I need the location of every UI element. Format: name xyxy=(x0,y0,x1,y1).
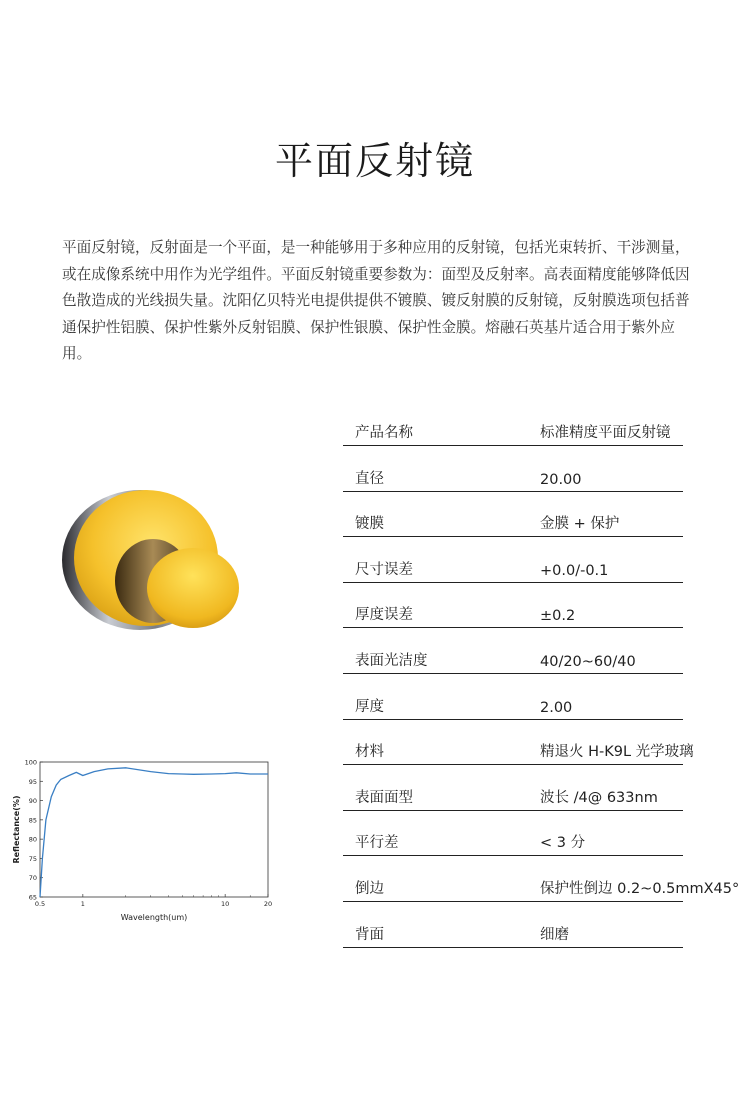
spec-value: 标准精度平面反射镜 xyxy=(540,425,671,441)
gold-plane-mirrors-image xyxy=(58,488,248,633)
spec-row xyxy=(343,421,683,446)
y-tick-label: 85 xyxy=(28,816,37,825)
spec-value: 2.00 xyxy=(540,699,573,716)
y-tick-label: 100 xyxy=(24,758,37,767)
spec-label: 材料 xyxy=(355,744,384,761)
intro-paragraph: 平面反射镜，反射面是一个平面，是一种能够用于多种应用的反射镜，包括光束转折、干涉测量，或在成像系统中用作为光学组件。平面反射镜重要参数为：面型及反射率。高表面精度能够降低因色散造成的光线损失量。沈阳亿贝特光电提供提供不镀膜、镀反射膜的反射镜，反射膜选项包括普通保护性铝膜、保护性紫外反射铝膜、保护性银膜、保护性金膜。熔融石英基片适合用于紫外应用。 xyxy=(62,239,690,362)
page-title: 平面反射镜 xyxy=(274,139,475,183)
spec-label: 产品名称 xyxy=(355,425,413,441)
spec-value: 金膜 + 保护 xyxy=(540,516,620,533)
x-tick-label: 20 xyxy=(263,900,273,908)
plot-frame xyxy=(40,762,268,897)
spec-row xyxy=(343,446,683,492)
spec-label: 表面光洁度 xyxy=(355,652,428,669)
spec-label: 镀膜 xyxy=(355,516,384,533)
spec-value: 波长 /4@ 633nm xyxy=(540,789,658,806)
spec-value: 20.00 xyxy=(540,471,582,488)
spec-label: 表面面型 xyxy=(355,789,413,806)
y-tick-label: 65 xyxy=(28,893,37,902)
spec-label: 尺寸误差 xyxy=(355,561,413,578)
x-axis-label: Wavelength(um) xyxy=(120,913,188,922)
y-tick-label: 80 xyxy=(28,835,37,844)
spec-row xyxy=(343,492,683,538)
spec-label: 倒边 xyxy=(355,880,384,897)
y-tick-label: 70 xyxy=(28,874,37,883)
spec-label: 直径 xyxy=(355,470,384,487)
spec-label: 平行差 xyxy=(355,835,399,852)
spec-value: 精退火 H-K9L 光学玻璃 xyxy=(540,744,694,761)
x-tick-label: 1 xyxy=(80,900,85,908)
spec-value: 保护性倒边 0.2~0.5mmX45° xyxy=(540,880,740,897)
spec-label: 厚度 xyxy=(355,698,384,715)
reflectance-series-line xyxy=(40,768,268,897)
y-tick-label: 95 xyxy=(28,777,37,786)
x-tick-label: 10 xyxy=(221,900,230,908)
spec-value: 40/20~60/40 xyxy=(540,653,636,670)
y-tick-label: 75 xyxy=(28,854,37,863)
spec-row xyxy=(343,765,683,811)
spec-row xyxy=(343,583,683,629)
spec-row xyxy=(343,811,683,857)
spec-row xyxy=(343,720,694,766)
spec-row xyxy=(343,902,683,948)
spec-label: 厚度误差 xyxy=(355,607,413,624)
spec-row xyxy=(343,628,683,674)
y-tick-label: 90 xyxy=(28,797,37,806)
spec-value: ±0.2 xyxy=(540,608,576,625)
spec-row xyxy=(343,674,683,720)
spec-value: < 3 分 xyxy=(540,835,586,852)
reflectance-chart xyxy=(8,752,283,927)
spec-label: 背面 xyxy=(355,926,384,943)
x-tick-label: 0.5 xyxy=(34,900,46,908)
spec-row xyxy=(343,856,740,902)
spec-row xyxy=(343,537,683,583)
y-axis-label: Reflectance(%) xyxy=(12,795,21,864)
spec-value: +0.0/-0.1 xyxy=(540,562,609,579)
spec-value: 细磨 xyxy=(540,926,569,943)
spec-table xyxy=(343,421,740,948)
